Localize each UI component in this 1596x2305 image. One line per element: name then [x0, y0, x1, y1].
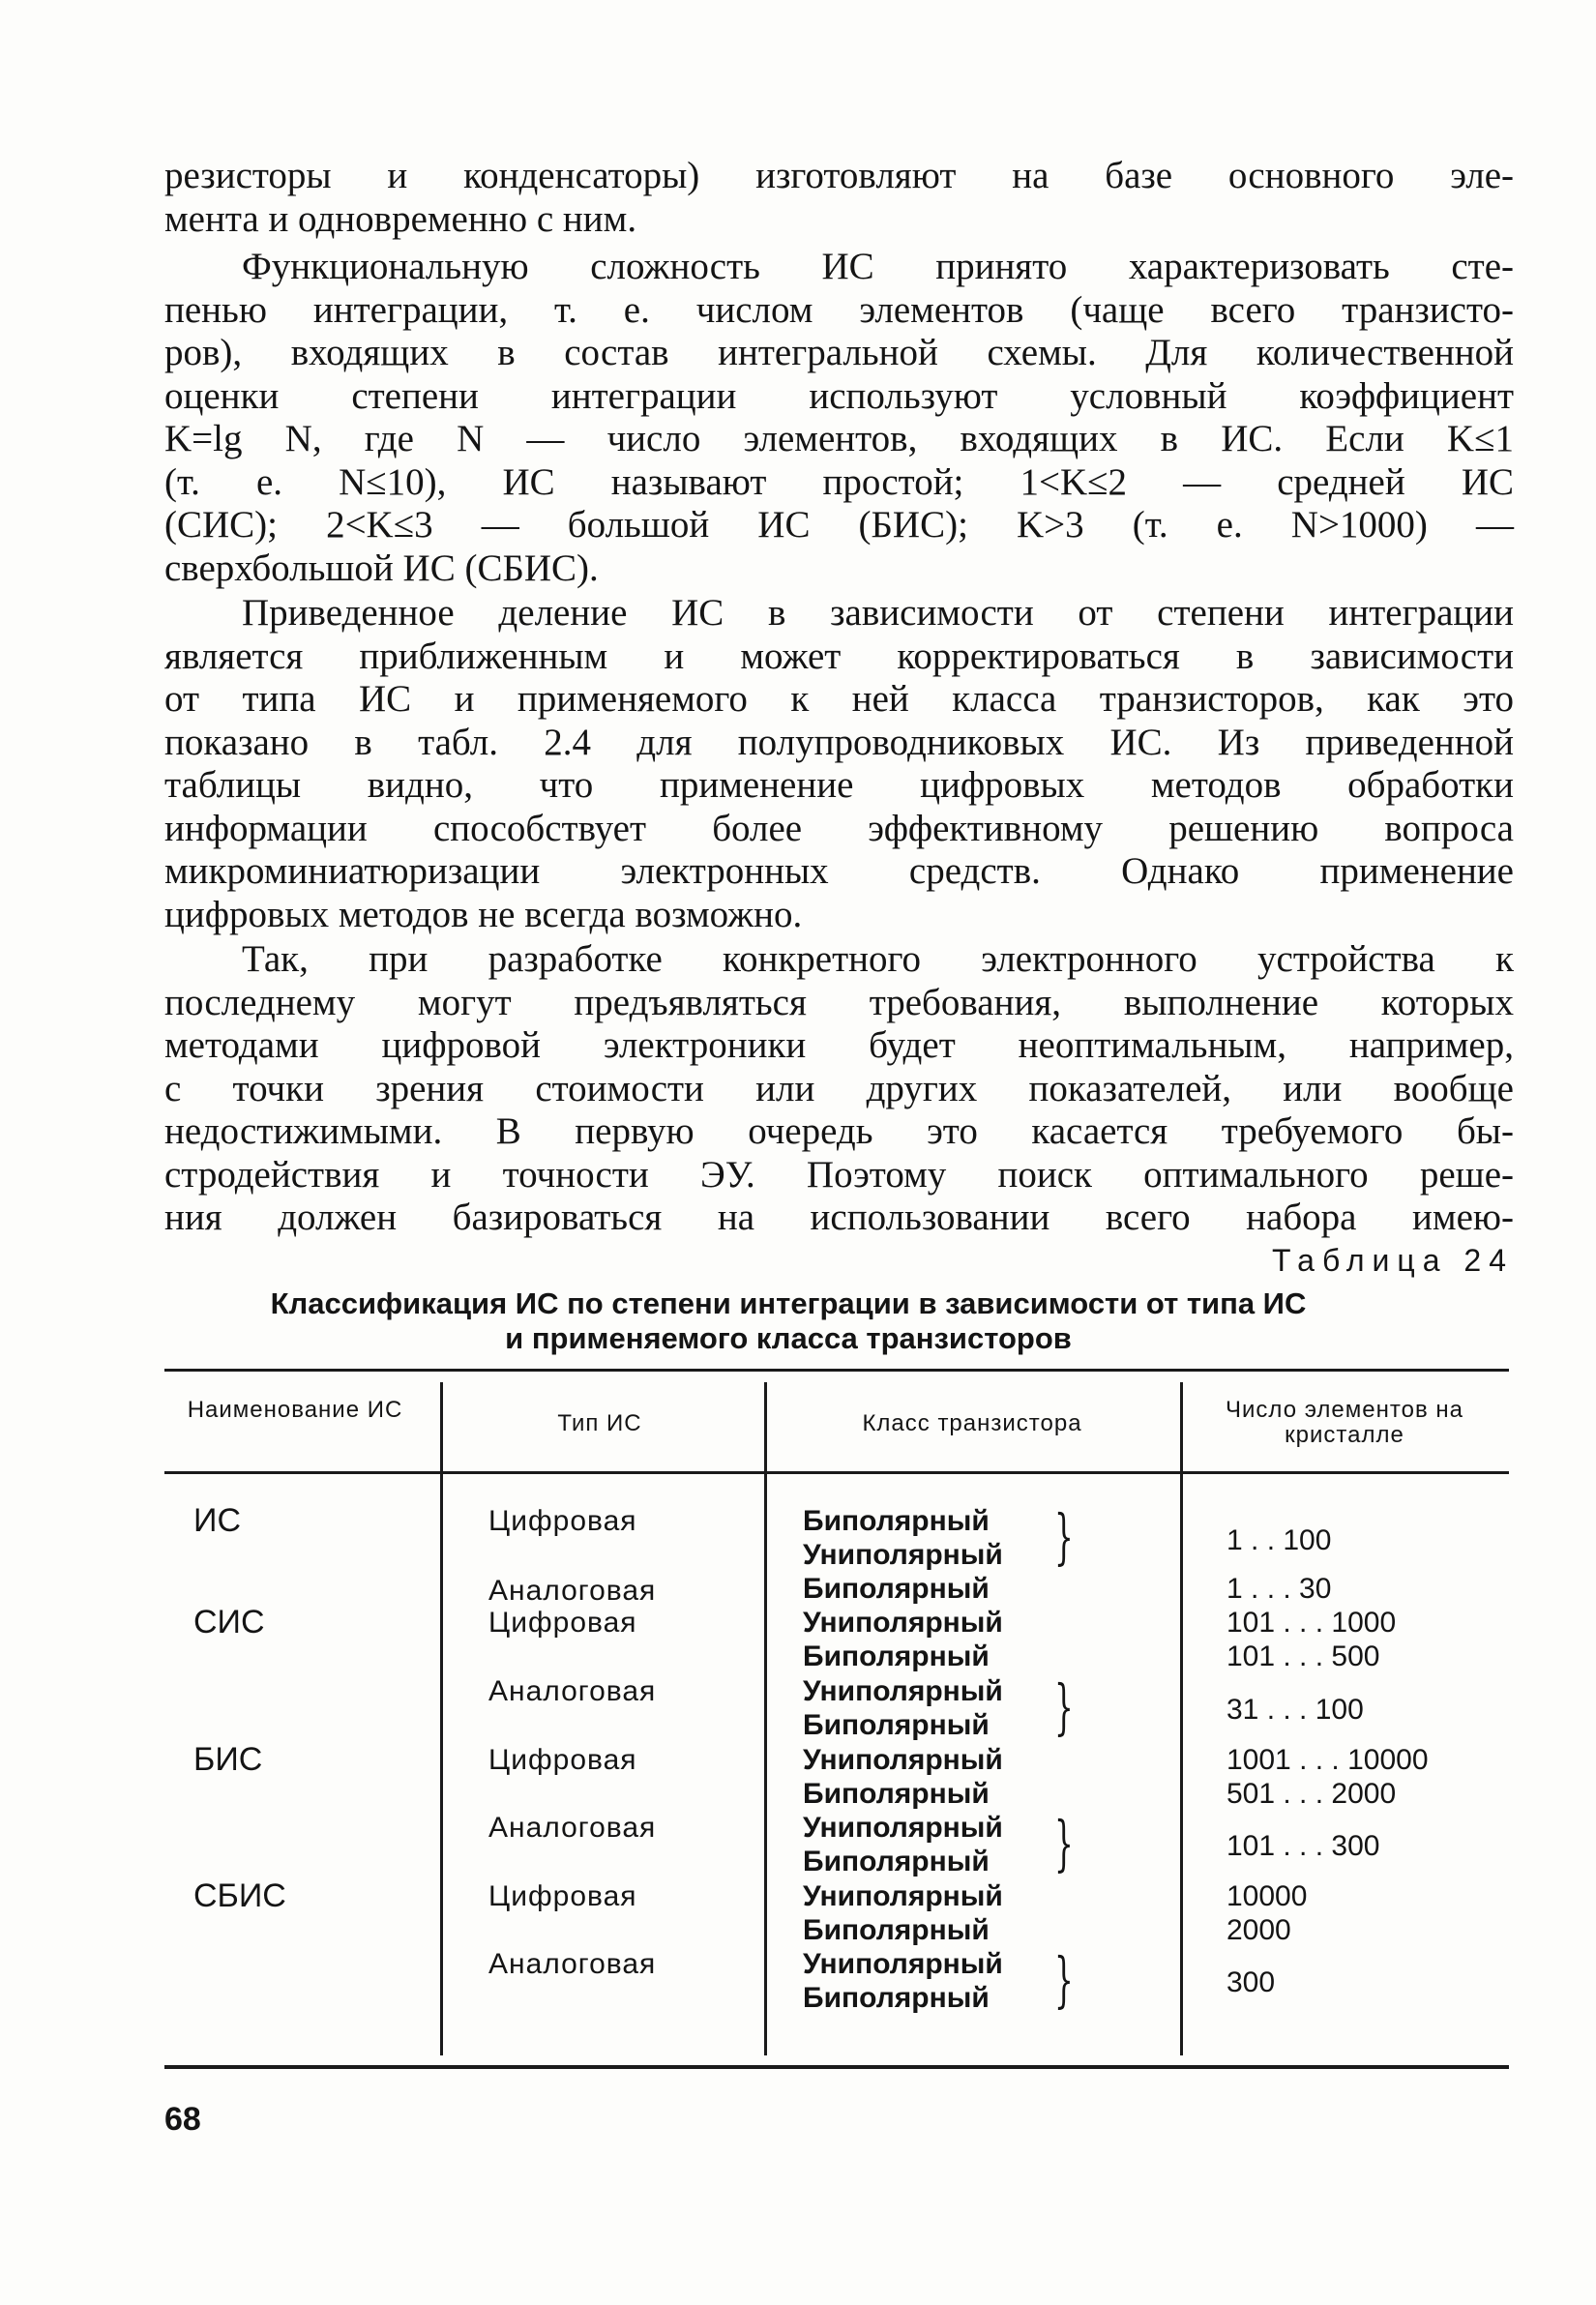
text-line: с точки зрения стоимости или других показателей, или вообще [164, 1067, 1514, 1109]
right-brace-icon: } [1054, 1501, 1074, 1572]
paragraph-2 [164, 592, 1514, 936]
row-count: 1 . . . 30 [1227, 1573, 1332, 1605]
text-line: показано в табл. 2.4 для полупроводниковых ИС. Из приведенной [164, 721, 1514, 763]
row-class: Биполярный [803, 1846, 990, 1877]
row-count: 10000 [1227, 1880, 1308, 1912]
row-count: 101 . . . 300 [1227, 1830, 1380, 1862]
text-line: Так, при разработке конкретного электронного устройства к [242, 938, 1514, 980]
row-class: Биполярный [803, 1505, 990, 1537]
row-type: Цифровая [488, 1505, 637, 1537]
row-count: 2000 [1227, 1914, 1291, 1946]
row-class: Униполярный [803, 1812, 1003, 1844]
row-name: ИС [193, 1502, 241, 1539]
row-count: 501 . . . 2000 [1227, 1778, 1397, 1810]
text-line: пенью интеграции, т. е. числом элементов (чаще всего транзисто- [164, 288, 1514, 331]
text-line: резисторы и конденсаторы) изготовляют на базе основного эле- [164, 155, 1514, 196]
row-class: Биполярный [803, 1573, 990, 1605]
text-line: является приближенным и может корректироваться в зависимости [164, 635, 1514, 677]
row-type: Аналоговая [488, 1948, 657, 1980]
text-line: методами цифровой электроники будет неоптимальным, например, [164, 1024, 1514, 1066]
row-type: Цифровая [488, 1880, 637, 1912]
text-line: (СИС); 2<K≤3 — большой ИС (БИС); K>3 (т. е. N>1000) — [164, 504, 1514, 546]
classification-table [164, 1369, 1509, 2070]
row-class: Биполярный [803, 1640, 990, 1672]
row-count: 101 . . . 500 [1227, 1640, 1380, 1672]
text-line: Приведенное деление ИС в зависимости от степени интеграции [242, 592, 1514, 634]
text-line: ров), входящих в состав интегральной схемы. Для количественной [164, 332, 1514, 373]
column-divider [764, 1382, 767, 2055]
text-line: ния должен базироваться на использовании всего набора имею- [164, 1197, 1514, 1238]
right-brace-icon: } [1054, 1808, 1074, 1878]
row-type: Цифровая [488, 1607, 637, 1639]
row-count: 300 [1227, 1966, 1276, 1998]
text-line: оценки степени интеграции используют условный коэффициент [164, 374, 1514, 417]
table-header-rule [164, 1471, 1509, 1474]
paragraph-1 [164, 246, 1514, 590]
right-brace-icon: } [1054, 1671, 1074, 1742]
right-brace-icon: } [1054, 1944, 1074, 2015]
text-line: сверхбольшой ИС (СБИС). [164, 547, 599, 589]
header-type: Тип ИС [557, 1410, 642, 1436]
column-divider [440, 1382, 443, 2055]
row-class: Биполярный [803, 1982, 990, 2014]
row-class: Биполярный [803, 1778, 990, 1810]
row-type: Аналоговая [488, 1575, 657, 1607]
table-top-rule [164, 1369, 1509, 1372]
paragraph-3 [164, 938, 1514, 1240]
text-line: стродействия и точности ЭУ. Поэтому поиск оптимального реше- [164, 1153, 1514, 1196]
text-line: цифровых методов не всегда возможно. [164, 893, 803, 935]
row-name: СБИС [193, 1877, 286, 1914]
row-class: Униполярный [803, 1744, 1003, 1776]
row-name: БИС [193, 1741, 263, 1778]
paragraph-0 [164, 155, 1514, 241]
text-line: информации способствует более эффективному решению вопроса [164, 807, 1514, 849]
text-line: (т. е. N≤10), ИС называют простой; 1<K≤2 — средней ИС [164, 460, 1514, 503]
text-line: мента и одновременно с ним. [164, 197, 637, 240]
text-line: Функциональную сложность ИС принято характеризовать сте- [242, 246, 1514, 287]
table-caption [164, 1286, 1412, 1356]
header-class: Класс транзистора [862, 1410, 1082, 1436]
row-class: Униполярный [803, 1539, 1003, 1571]
row-count: 101 . . . 1000 [1227, 1607, 1397, 1639]
text-line: микроминиатюризации электронных средств. Однако применение [164, 850, 1514, 892]
header-count: Число элементов на кристалле [1226, 1397, 1463, 1448]
page-number: 68 [164, 2101, 201, 2138]
row-count: 1001 . . . 10000 [1227, 1744, 1429, 1776]
text-line: недостижимыми. В первую очередь это касается требуемого бы- [164, 1110, 1514, 1152]
row-class: Биполярный [803, 1709, 990, 1741]
text-line: K=lg N, где N — число элементов, входящих в ИС. Если K≤1 [164, 418, 1514, 459]
column-divider [1180, 1382, 1183, 2055]
row-class: Униполярный [803, 1880, 1003, 1912]
row-type: Аналоговая [488, 1812, 657, 1844]
table-caption-line: и применяемого класса транзисторов [505, 1321, 1072, 1355]
header-name: Наименование ИС [187, 1397, 403, 1423]
table-label: Таблица 24 [1272, 1243, 1514, 1278]
text-line: таблицы видно, что применение цифровых методов обработки [164, 764, 1514, 806]
row-class: Униполярный [803, 1607, 1003, 1639]
row-class: Униполярный [803, 1675, 1003, 1707]
text-line: от типа ИС и применяемого к ней класса транзисторов, как это [164, 678, 1514, 720]
row-type: Цифровая [488, 1744, 637, 1776]
row-class: Биполярный [803, 1914, 990, 1946]
row-name: СИС [193, 1604, 265, 1640]
table-caption-line: Классификация ИС по степени интеграции в зависимости от типа ИС [270, 1286, 1307, 1320]
text-line: последнему могут предъявляться требования, выполнение которых [164, 981, 1514, 1023]
row-count: 1 . . 100 [1227, 1524, 1332, 1556]
row-count: 31 . . . 100 [1227, 1694, 1364, 1726]
row-type: Аналоговая [488, 1675, 657, 1707]
table-bottom-rule [164, 2065, 1509, 2069]
row-class: Униполярный [803, 1948, 1003, 1980]
